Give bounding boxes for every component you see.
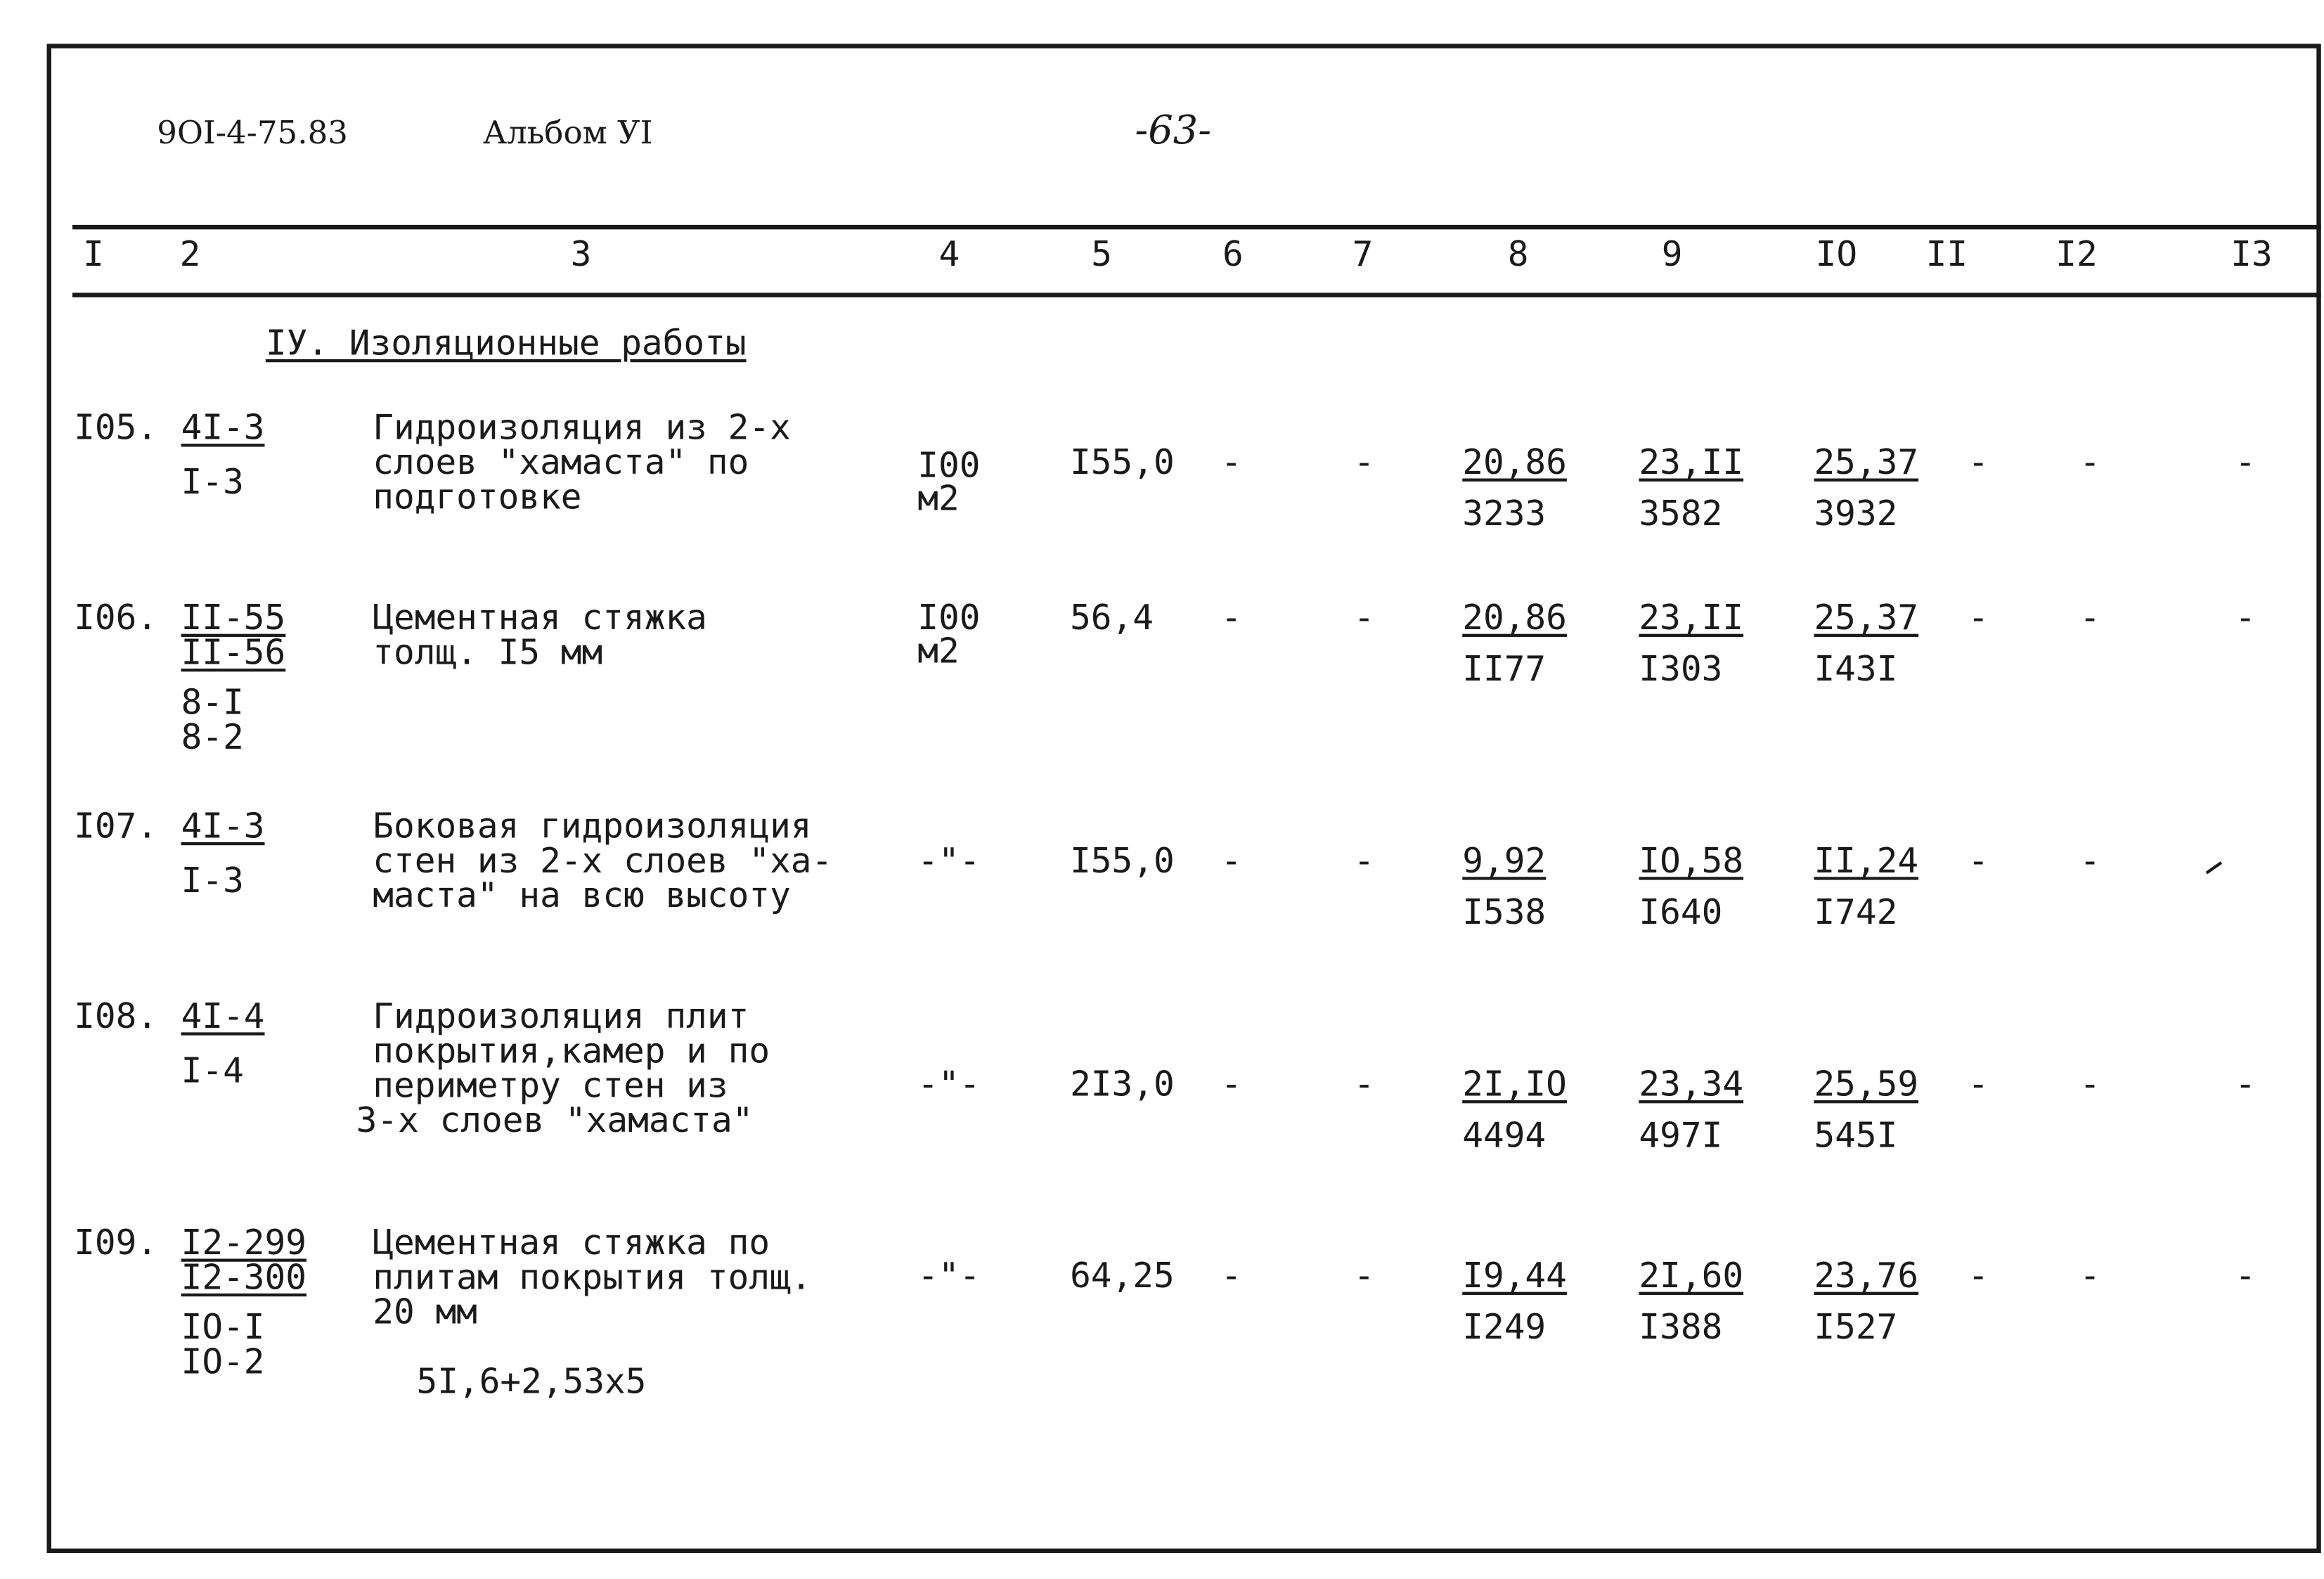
norm-code-extra-2: 8-2 xyxy=(181,718,244,758)
price-col9: 2I,60 xyxy=(1639,1257,1744,1297)
price-col8: 2I,IO xyxy=(1462,1065,1567,1105)
work-description-line: периметру стен из xyxy=(373,1066,728,1107)
work-description-line: подготовке xyxy=(373,478,582,518)
col7-value: - xyxy=(1353,1257,1375,1297)
column-header-6: 6 xyxy=(1222,235,1244,275)
price-col9: 23,II xyxy=(1639,599,1744,639)
norm-code-extra-1: 8-I xyxy=(181,683,244,723)
work-description-line: плитам покрытия толщ. xyxy=(373,1258,812,1298)
sum-col10: 3932 xyxy=(1814,495,1898,534)
column-header-8: 8 xyxy=(1507,235,1529,275)
work-description-line: стен из 2-х слоев "ха- xyxy=(373,842,833,882)
unit-measure: м2 xyxy=(917,632,960,672)
calc-note: 5I,6+2,53x5 xyxy=(416,1362,647,1403)
album-label: Альбом УI xyxy=(482,115,653,151)
norm-code-extra-1: IO-I xyxy=(181,1308,265,1348)
column-header-3: 3 xyxy=(570,235,592,275)
price-col8: 20,86 xyxy=(1462,444,1567,483)
col7-value: - xyxy=(1353,842,1375,882)
col6-value: - xyxy=(1220,1065,1242,1105)
header-rule-bottom xyxy=(72,292,2321,297)
work-description-line: Гидроизоляция из 2-х xyxy=(373,408,791,449)
column-header-9: 9 xyxy=(1661,235,1683,275)
price-col10: 25,37 xyxy=(1814,444,1919,483)
sum-col9: 3582 xyxy=(1639,495,1723,534)
row-number: I08. xyxy=(74,998,158,1037)
quantity: 56,4 xyxy=(1070,599,1154,639)
sum-col10: I527 xyxy=(1814,1308,1898,1348)
column-header-13: I3 xyxy=(2231,235,2273,275)
unit-value: -"- xyxy=(917,1257,981,1297)
norm-code-bottom: I-4 xyxy=(181,1052,244,1092)
column-header-11: II xyxy=(1925,235,1968,275)
sum-col9: I640 xyxy=(1639,893,1723,933)
col13-value: - xyxy=(2235,1065,2257,1105)
col6-value: - xyxy=(1220,842,1242,882)
work-description-line: Цементная стяжка xyxy=(373,599,707,639)
quantity: I55,0 xyxy=(1070,842,1175,882)
row-number: I07. xyxy=(74,807,158,847)
column-header-1: I xyxy=(83,235,104,275)
column-header-2: 2 xyxy=(179,235,201,275)
sum-col10: 545I xyxy=(1814,1116,1898,1156)
work-description-line: 20 мм xyxy=(373,1293,477,1333)
sum-col8: II77 xyxy=(1462,650,1547,690)
column-header-5: 5 xyxy=(1091,235,1113,275)
col12-value: - xyxy=(2079,842,2101,882)
price-col9: IO,58 xyxy=(1639,842,1744,882)
col13-value: - xyxy=(2235,599,2257,639)
col11-value: - xyxy=(1968,1065,1989,1105)
col7-value: - xyxy=(1353,1065,1375,1105)
col12-value: - xyxy=(2079,1065,2101,1105)
unit-value: I00 xyxy=(917,446,981,486)
price-col10: 25,59 xyxy=(1814,1065,1919,1105)
sum-col10: I43I xyxy=(1814,650,1898,690)
sum-col8: 3233 xyxy=(1462,495,1547,534)
price-col10: 25,37 xyxy=(1814,599,1919,639)
sum-col8: 4494 xyxy=(1462,1116,1547,1156)
price-col8: 20,86 xyxy=(1462,599,1567,639)
work-description-line: 3-х слоев "хамаста" xyxy=(356,1102,754,1141)
col6-value: - xyxy=(1220,1257,1242,1297)
col12-value: - xyxy=(2079,599,2101,639)
unit-value: -"- xyxy=(917,842,981,882)
norm-code-bottom: I-3 xyxy=(181,463,244,503)
norm-code-bottom: I-3 xyxy=(181,861,244,901)
quantity: 2I3,0 xyxy=(1070,1065,1175,1105)
col11-value: - xyxy=(1968,842,1989,882)
price-col10: 23,76 xyxy=(1814,1257,1919,1297)
norm-code-top: II-55 xyxy=(181,599,286,639)
quantity: I55,0 xyxy=(1070,444,1175,483)
page-number: -63- xyxy=(1135,108,1212,154)
work-description-line: слоев "хамаста" по xyxy=(373,444,749,483)
header-rule-top xyxy=(72,225,2321,229)
col11-value: - xyxy=(1968,599,1989,639)
price-col9: 23,34 xyxy=(1639,1065,1744,1105)
sum-col9: I388 xyxy=(1639,1308,1723,1348)
work-description-line: маста" на всю высоту xyxy=(373,877,791,917)
unit-value: -"- xyxy=(917,1065,981,1105)
norm-code-top: 4I-3 xyxy=(181,807,265,847)
work-description-line: Цементная стяжка по xyxy=(373,1224,770,1263)
col11-value: - xyxy=(1968,1257,1989,1297)
norm-code-top: I2-299 xyxy=(181,1224,307,1263)
norm-code-extra-2: IO-2 xyxy=(181,1343,265,1383)
norm-code-bottom: I2-300 xyxy=(181,1258,307,1298)
sum-col8: I538 xyxy=(1462,893,1547,933)
col6-value: - xyxy=(1220,444,1242,483)
sum-col10: I742 xyxy=(1814,893,1898,933)
quantity: 64,25 xyxy=(1070,1257,1175,1297)
unit-measure: м2 xyxy=(917,479,960,520)
col11-value: - xyxy=(1968,444,1989,483)
col13-value: - xyxy=(2235,444,2257,483)
column-header-12: I2 xyxy=(2055,235,2098,275)
col12-value: - xyxy=(2079,1257,2101,1297)
doc-code: 9OI-4-75.83 xyxy=(157,115,348,151)
work-description-line: покрытия,камер и по xyxy=(373,1032,770,1072)
col6-value: - xyxy=(1220,599,1242,639)
col7-value: - xyxy=(1353,599,1375,639)
price-col8: I9,44 xyxy=(1462,1257,1567,1297)
price-col10: II,24 xyxy=(1814,842,1919,882)
work-description-line: Гидроизоляция плит xyxy=(373,998,749,1037)
unit-value: I00 xyxy=(917,599,981,639)
norm-code-bottom: II-56 xyxy=(181,633,286,674)
sum-col9: 497I xyxy=(1639,1116,1723,1156)
section-title: IУ. Изоляционные работы xyxy=(265,324,747,364)
column-header-4: 4 xyxy=(938,235,960,275)
sum-col8: I249 xyxy=(1462,1308,1547,1348)
row-number: I06. xyxy=(74,599,158,639)
col7-value: - xyxy=(1353,444,1375,483)
row-number: I09. xyxy=(74,1224,158,1263)
col12-value: - xyxy=(2079,444,2101,483)
row-number: I05. xyxy=(74,408,158,449)
work-description-line: толщ. I5 мм xyxy=(373,633,603,674)
sum-col9: I303 xyxy=(1639,650,1723,690)
column-header-10: IO xyxy=(1815,235,1858,275)
price-col8: 9,92 xyxy=(1462,842,1547,882)
norm-code-top: 4I-4 xyxy=(181,998,265,1037)
price-col9: 23,II xyxy=(1639,444,1744,483)
work-description-line: Боковая гидроизоляция xyxy=(373,807,812,847)
col13-value: - xyxy=(2235,1257,2257,1297)
norm-code-top: 4I-3 xyxy=(181,408,265,449)
column-header-7: 7 xyxy=(1352,235,1374,275)
